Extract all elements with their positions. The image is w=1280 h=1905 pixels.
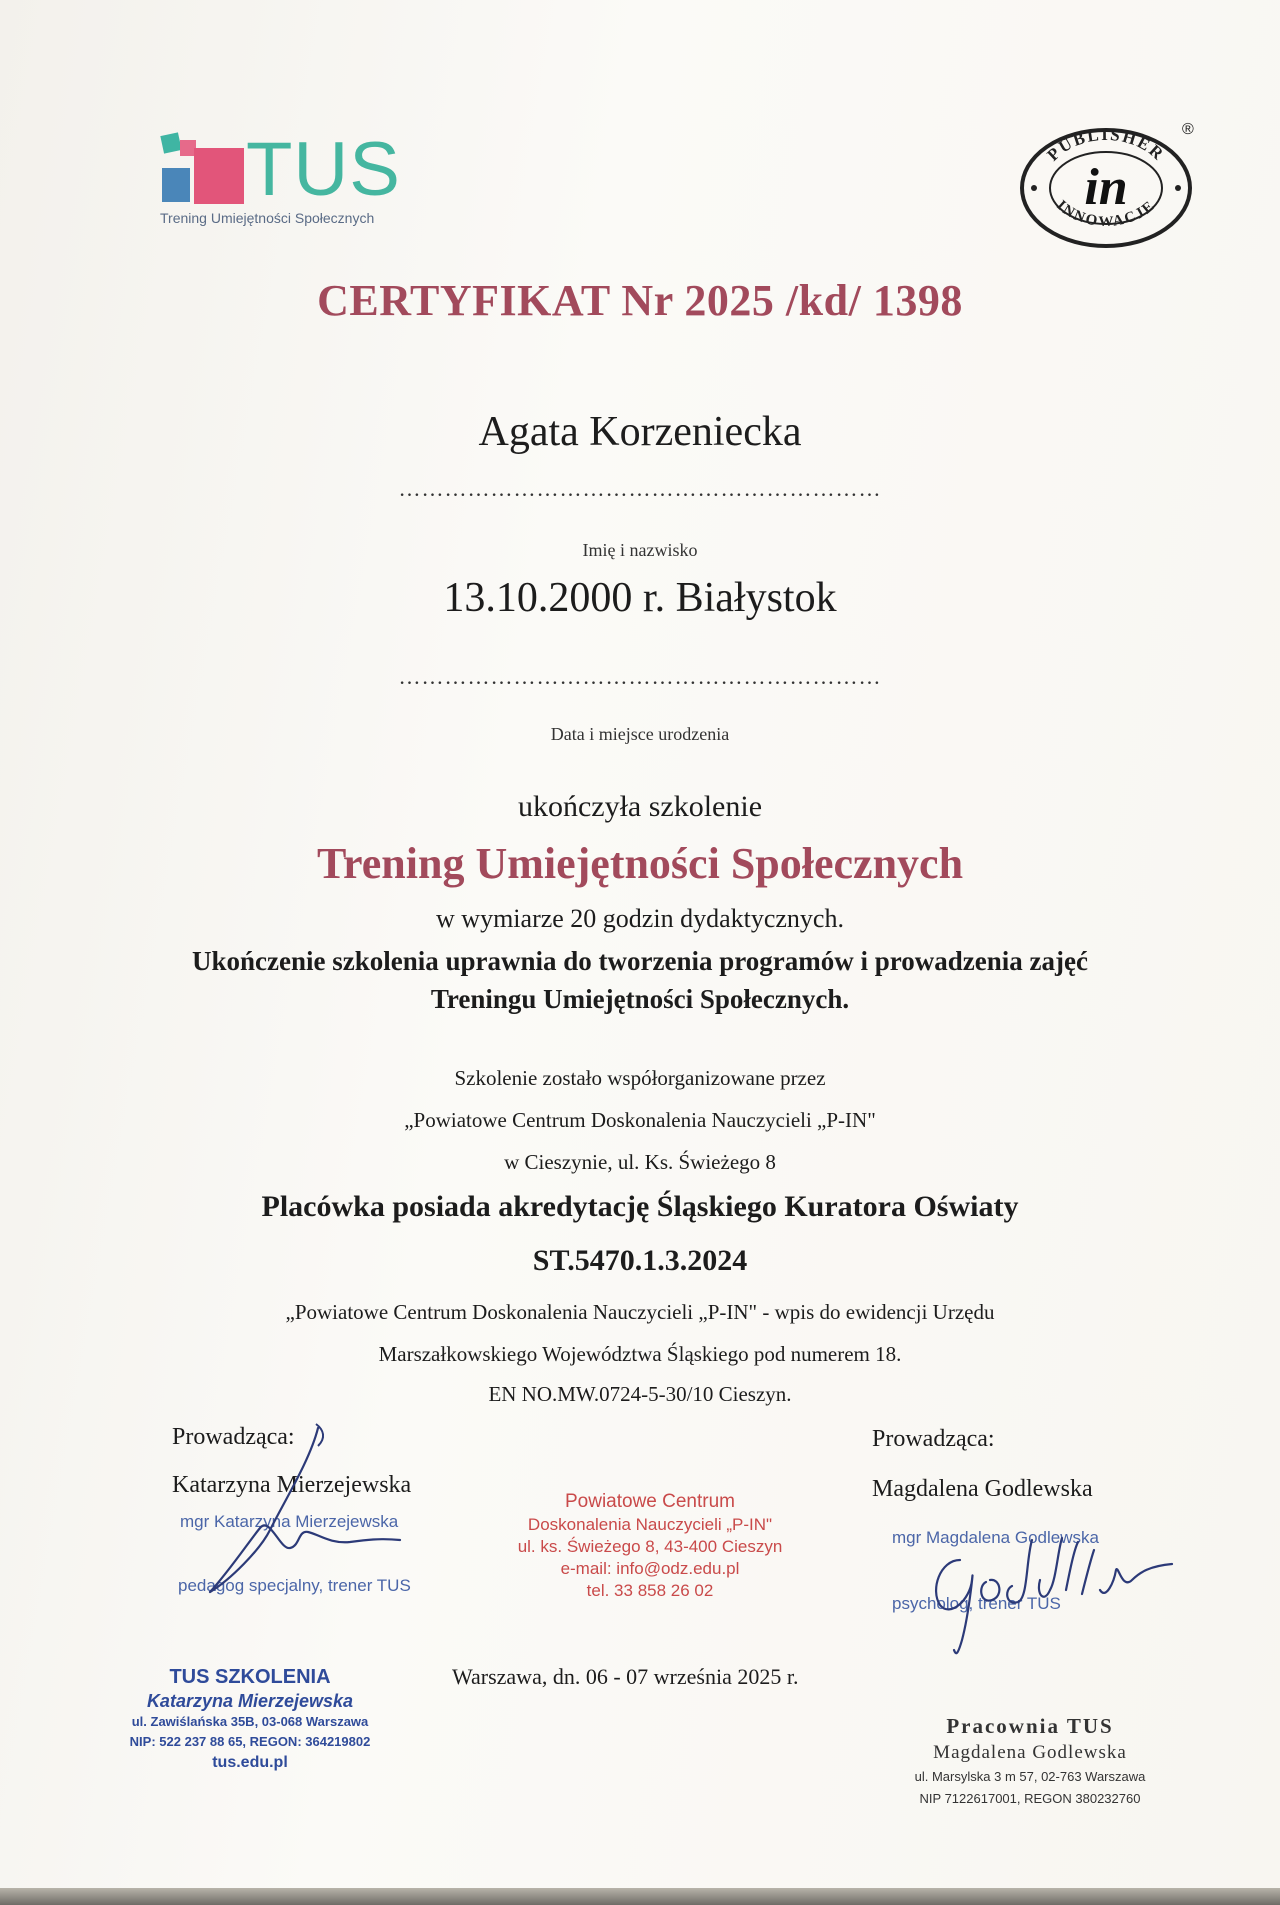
red-stamp-line-5: tel. 33 858 26 02 bbox=[586, 1581, 714, 1600]
seal-top-text: PUBLISHER bbox=[1043, 124, 1169, 165]
recipient-name: Agata Korzeniecka bbox=[478, 409, 802, 455]
certificate-title: CERTYFIKAT Nr 2025 /kd/ 1398 bbox=[317, 276, 963, 325]
birth-date-place: 13.10.2000 r. Białystok bbox=[443, 575, 837, 621]
coorganizer-line-2: „Powiatowe Centrum Doskonalenia Nauczycieli „P-IN" bbox=[404, 1108, 876, 1132]
red-stamp-line-2: Doskonalenia Nauczycieli „P-IN" bbox=[527, 1515, 773, 1534]
red-stamp-line-4: e-mail: info@odz.edu.pl bbox=[560, 1559, 740, 1578]
right-lead-name: Magdalena Godlewska bbox=[872, 1476, 1093, 1502]
completed-text: ukończyła szkolenie bbox=[517, 790, 763, 823]
left-stamp-name: mgr Katarzyna Mierzejewska bbox=[180, 1512, 399, 1531]
accreditation-text: Placówka posiada akredytację Śląskiego Kuratora Oświaty bbox=[261, 1190, 1019, 1223]
authorization-line-1: Ukończenie szkolenia uprawnia do tworzenia programów i prowadzenia zajęć bbox=[192, 946, 1088, 976]
logo-word: TUS bbox=[246, 127, 401, 212]
tus-szkolenia-line-4: NIP: 522 237 88 65, REGON: 364219802 bbox=[129, 1734, 371, 1749]
name-label: Imię i nazwisko bbox=[582, 540, 698, 560]
right-signature-icon bbox=[900, 1520, 1190, 1660]
coorganizer-line-1: Szkolenie zostało współorganizowane przez bbox=[454, 1066, 826, 1090]
authorization-line-2: Treningu Umiejętności Społecznych. bbox=[430, 984, 850, 1014]
publisher-innowacje-seal bbox=[1016, 118, 1196, 248]
coorganizer-line-3: w Cieszynie, ul. Ks. Świeżego 8 bbox=[504, 1150, 776, 1174]
registry-line-1: „Powiatowe Centrum Doskonalenia Nauczycieli „P-IN" - wpis do ewidencji Urzędu bbox=[285, 1300, 995, 1324]
logo-square-pink bbox=[194, 148, 244, 204]
seal-center-text: in bbox=[1084, 159, 1128, 216]
seal-bottom-text: INNOWACJE bbox=[1053, 197, 1159, 230]
pracownia-line-3: ul. Marsylska 3 m 57, 02-763 Warszawa bbox=[914, 1769, 1146, 1784]
red-stamp-line-3: ul. ks. Świeżego 8, 43-400 Cieszyn bbox=[517, 1537, 783, 1556]
logo-square-teal bbox=[160, 132, 181, 153]
tus-szkolenia-line-2: Katarzyna Mierzejewska bbox=[146, 1691, 354, 1711]
pracownia-tus-stamp bbox=[890, 1712, 1170, 1810]
right-lead-label: Prowadząca: bbox=[872, 1426, 995, 1452]
tus-szkolenia-stamp bbox=[100, 1664, 400, 1774]
birth-dotted-line: ……………………………………………………… bbox=[398, 664, 882, 689]
logo-square-blue bbox=[162, 168, 190, 202]
left-stamp-role: pedagog specjalny, trener TUS bbox=[178, 1576, 411, 1595]
pracownia-line-2: Magdalena Godlewska bbox=[933, 1742, 1127, 1763]
left-lead-name: Katarzyna Mierzejewska bbox=[172, 1472, 412, 1498]
course-hours: w wymiarze 20 godzin dydaktycznych. bbox=[436, 904, 844, 933]
issue-date-place: Warszawa, dn. 06 - 07 września 2025 r. bbox=[452, 1664, 799, 1689]
tus-szkolenia-line-5: tus.edu.pl bbox=[212, 1754, 288, 1771]
birth-label: Data i miejsce urodzenia bbox=[550, 724, 730, 744]
accreditation-number: ST.5470.1.3.2024 bbox=[532, 1244, 748, 1277]
logo-subtitle: Trening Umiejętności Społecznych bbox=[160, 210, 375, 226]
left-lead-label: Prowadząca: bbox=[172, 1424, 295, 1450]
left-signature-icon bbox=[190, 1420, 410, 1600]
seal-registered-mark: ® bbox=[1182, 121, 1194, 138]
tus-logo bbox=[158, 127, 418, 230]
right-stamp-name: mgr Magdalena Godlewska bbox=[892, 1528, 1099, 1547]
name-dotted-line: ……………………………………………………… bbox=[398, 476, 882, 501]
registry-line-3: EN NO.MW.0724-5-30/10 Cieszyn. bbox=[488, 1382, 792, 1406]
pracownia-line-1: Pracownia TUS bbox=[946, 1714, 1114, 1738]
tus-szkolenia-line-1: TUS SZKOLENIA bbox=[169, 1666, 331, 1688]
registry-line-2: Marszałkowskiego Województwa Śląskiego pod numerem 18. bbox=[378, 1342, 902, 1366]
page-bottom-edge bbox=[0, 1888, 1280, 1905]
pin-red-stamp bbox=[470, 1490, 830, 1602]
tus-szkolenia-line-3: ul. Zawiślańska 35B, 03-068 Warszawa bbox=[131, 1714, 369, 1729]
red-stamp-line-1: Powiatowe Centrum bbox=[564, 1491, 736, 1512]
pracownia-line-4: NIP 7122617001, REGON 380232760 bbox=[919, 1791, 1141, 1806]
right-stamp-role: psycholog, trener TUS bbox=[892, 1594, 1061, 1613]
course-title: Trening Umiejętności Społecznych bbox=[316, 839, 964, 888]
